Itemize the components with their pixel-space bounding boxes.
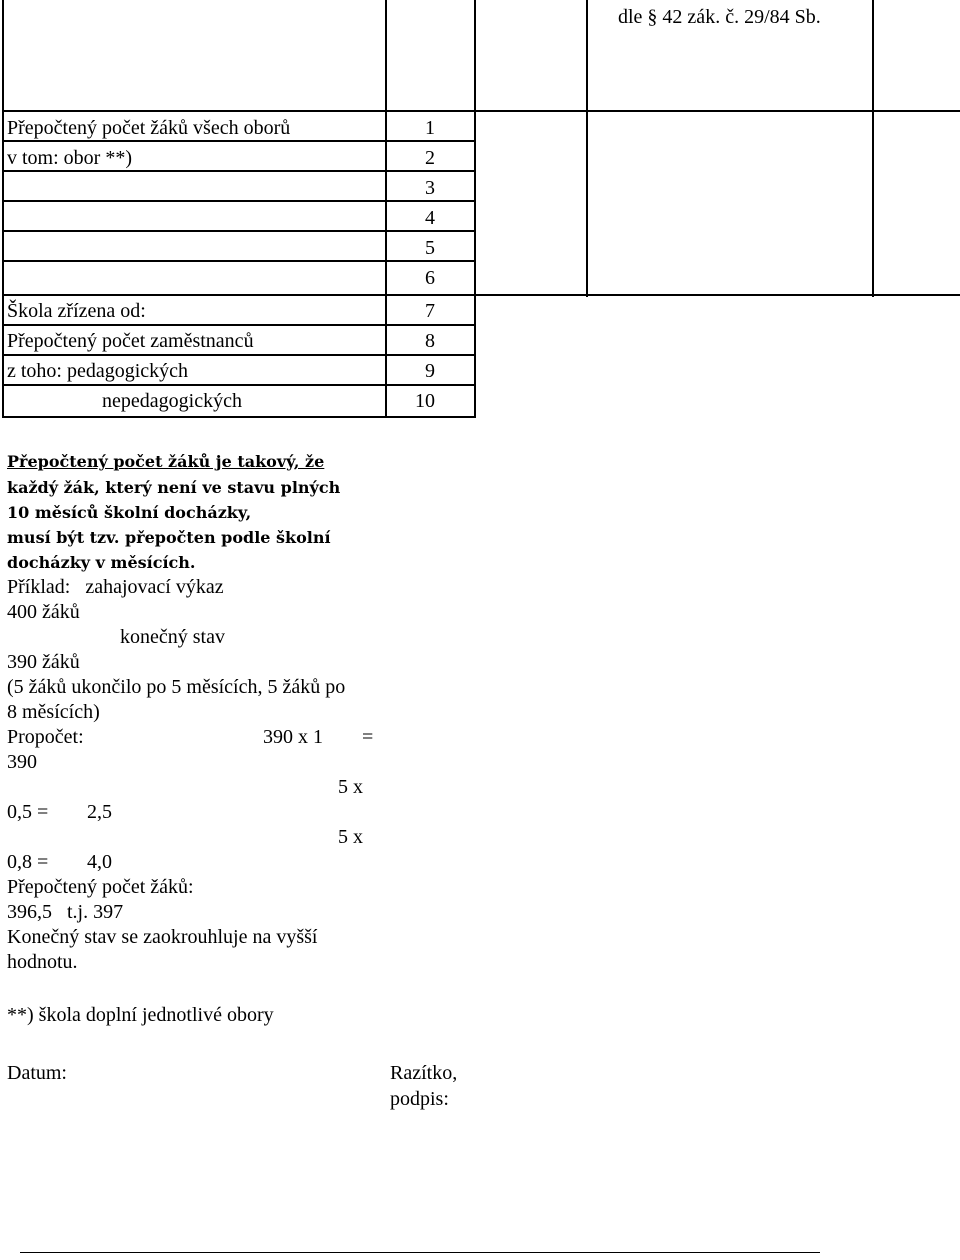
calc-multiplier: 5 x xyxy=(338,776,363,798)
row-label: Škola zřízena od: xyxy=(7,300,146,322)
note-line: Přepočtený počet žáků je takový, že xyxy=(7,452,325,471)
note-line: docházky v měsících. xyxy=(7,553,196,572)
law-reference: dle § 42 zák. č. 29/84 Sb. xyxy=(618,6,821,28)
footnote: **) škola doplní jednotlivé obory xyxy=(7,1004,274,1026)
note-line: 10 měsíců školní docházky, xyxy=(7,503,252,522)
example-line: 390 žáků xyxy=(7,651,80,673)
row-number: 7 xyxy=(425,300,435,322)
example-line: (5 žáků ukončilo po 5 měsících, 5 žáků po xyxy=(7,676,346,698)
example-line: Příklad: zahajovací výkaz xyxy=(7,576,224,598)
calc-equals: = xyxy=(362,726,374,748)
calc-result: 390 xyxy=(7,751,37,773)
bottom-rule xyxy=(20,1252,820,1253)
row-label: Přepočtený počet žáků všech oborů xyxy=(7,117,291,139)
example-line: 8 měsících) xyxy=(7,701,100,723)
total-label: Přepočtený počet žáků: xyxy=(7,876,194,898)
calc-value: 2,5 xyxy=(87,801,112,823)
calc-ratio: 0,8 = xyxy=(7,851,49,873)
signature-label: podpis: xyxy=(390,1088,449,1110)
example-line: konečný stav xyxy=(120,626,225,648)
row-number: 4 xyxy=(425,207,435,229)
rounding-note: Konečný stav se zaokrouhluje na vyšší xyxy=(7,926,318,948)
total-value: 396,5 t.j. 397 xyxy=(7,901,124,923)
row-number: 8 xyxy=(425,330,435,352)
row-number: 1 xyxy=(425,117,435,139)
note-line: každý žák, který není ve stavu plných xyxy=(7,478,341,497)
row-number: 9 xyxy=(425,360,435,382)
calc-expression: 390 x 1 xyxy=(263,726,323,748)
note-line: musí být tzv. přepočten podle školní xyxy=(7,528,331,547)
row-number: 10 xyxy=(415,390,435,412)
row-label: v tom: obor **) xyxy=(7,147,132,169)
row-number: 6 xyxy=(425,267,435,289)
calc-label: Propočet: xyxy=(7,726,84,748)
row-label: Přepočtený počet zaměstnanců xyxy=(7,330,254,352)
calc-multiplier: 5 x xyxy=(338,826,363,848)
example-line: 400 žáků xyxy=(7,601,80,623)
row-number: 2 xyxy=(425,147,435,169)
calc-value: 4,0 xyxy=(87,851,112,873)
row-label: nepedagogických xyxy=(102,390,242,412)
date-label: Datum: xyxy=(7,1062,67,1084)
row-label: z toho: pedagogických xyxy=(7,360,189,382)
calc-ratio: 0,5 = xyxy=(7,801,49,823)
rounding-note: hodnotu. xyxy=(7,951,78,973)
stamp-label: Razítko, xyxy=(390,1062,458,1084)
row-number: 5 xyxy=(425,237,435,259)
row-number: 3 xyxy=(425,177,435,199)
